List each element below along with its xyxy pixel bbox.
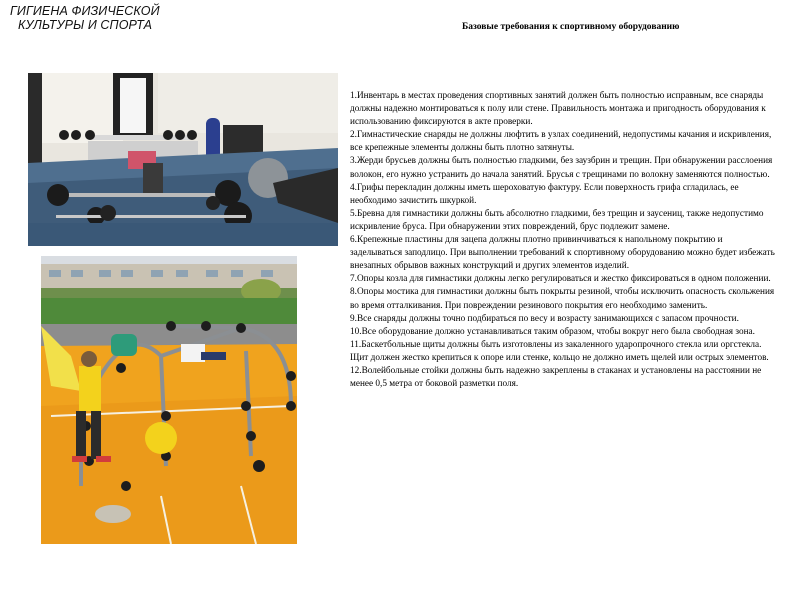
title-line-1: ГИГИЕНА ФИЗИЧЕСКОЙ: [10, 4, 160, 18]
section-heading: Базовые требования к спортивному оборудованию: [462, 22, 680, 32]
requirement-item: 7.Опоры козла для гимнастики должны легко регулироваться и жестко фиксироваться в одном положении.: [350, 274, 771, 285]
title-line-2: КУЛЬТУРЫ И СПОРТА: [18, 18, 153, 32]
requirement-item: 10.Все оборудование должно устанавливаться таким образом, чтобы вокруг него была свободная зона.: [350, 326, 755, 337]
requirement-item: 2.Гимнастические снаряды не должны люфтить в узлах соединений, недопустимы качания и искривления, все крепежные элементы должны быть плотно затянуты.: [350, 130, 772, 154]
requirement-item: 3.Жерди брусьев должны быть полностью гладкими, без заузбрин и трещин. При обнаружении расслоения волокон, его нужно устранить до начала занятий. Брусья с трещинами по волокну заменяются полностью.: [350, 156, 773, 180]
requirement-item: 5.Бревна для гимнастики должны быть абсолютно гладкими, без трещин и заусениц, также недопустимо искривление бруса. При обнаружении этих повреждений, брус подлежит замене.: [350, 208, 764, 232]
requirement-item: 8.Опоры мостика для гимнастики должны быть покрыты резиной, чтобы исключить опасность скольжения во время отталкивания. При повреждении резинового покрытия его необходимо заменить.: [350, 287, 775, 311]
page-title: [10, 4, 180, 32]
requirement-item: 11.Баскетбольные щиты должны быть изготовлены из закаленного ударопрочного стекла или оргстекла. Щит должен жестко крепиться к опоре или стенке, кольцо не должно иметь щелей или острых элементов.: [350, 339, 769, 363]
requirement-item: 9.Все снаряды должны точно подбираться по весу и возрасту занимающихся с запасом прочности.: [350, 313, 739, 324]
requirement-item: 6.Крепежные пластины для зацепа должны плотно привинчиваться к напольному покрытию и заделываться заподлицо. При выполнении требований к спортивному оборудованию можно будет избежать внезапных обрывов важных конструкций и других элементов изделий.: [350, 235, 775, 272]
gym-photo: [28, 73, 338, 246]
requirements-text: [350, 90, 775, 391]
playground-photo: [41, 256, 297, 544]
requirement-item: 1.Инвентарь в местах проведения спортивных занятий должен быть полностью исправным, все снаряды должны надежно монтироваться к полу или стене. Правильность монтажа и пригодность оборудования к использованию фиксируются в акте проверки.: [350, 91, 766, 128]
requirement-item: 12.Волейбольные стойки должны быть надежно закреплены в стаканах и установлены на расстоянии не менее 0,5 метра от боковой разметки поля.: [350, 365, 762, 390]
requirement-item: 4.Грифы перекладин должны иметь шероховатую фактуру. Если поверхность грифа сгладилась, ее необходимо зачистить шкуркой.: [350, 182, 739, 206]
